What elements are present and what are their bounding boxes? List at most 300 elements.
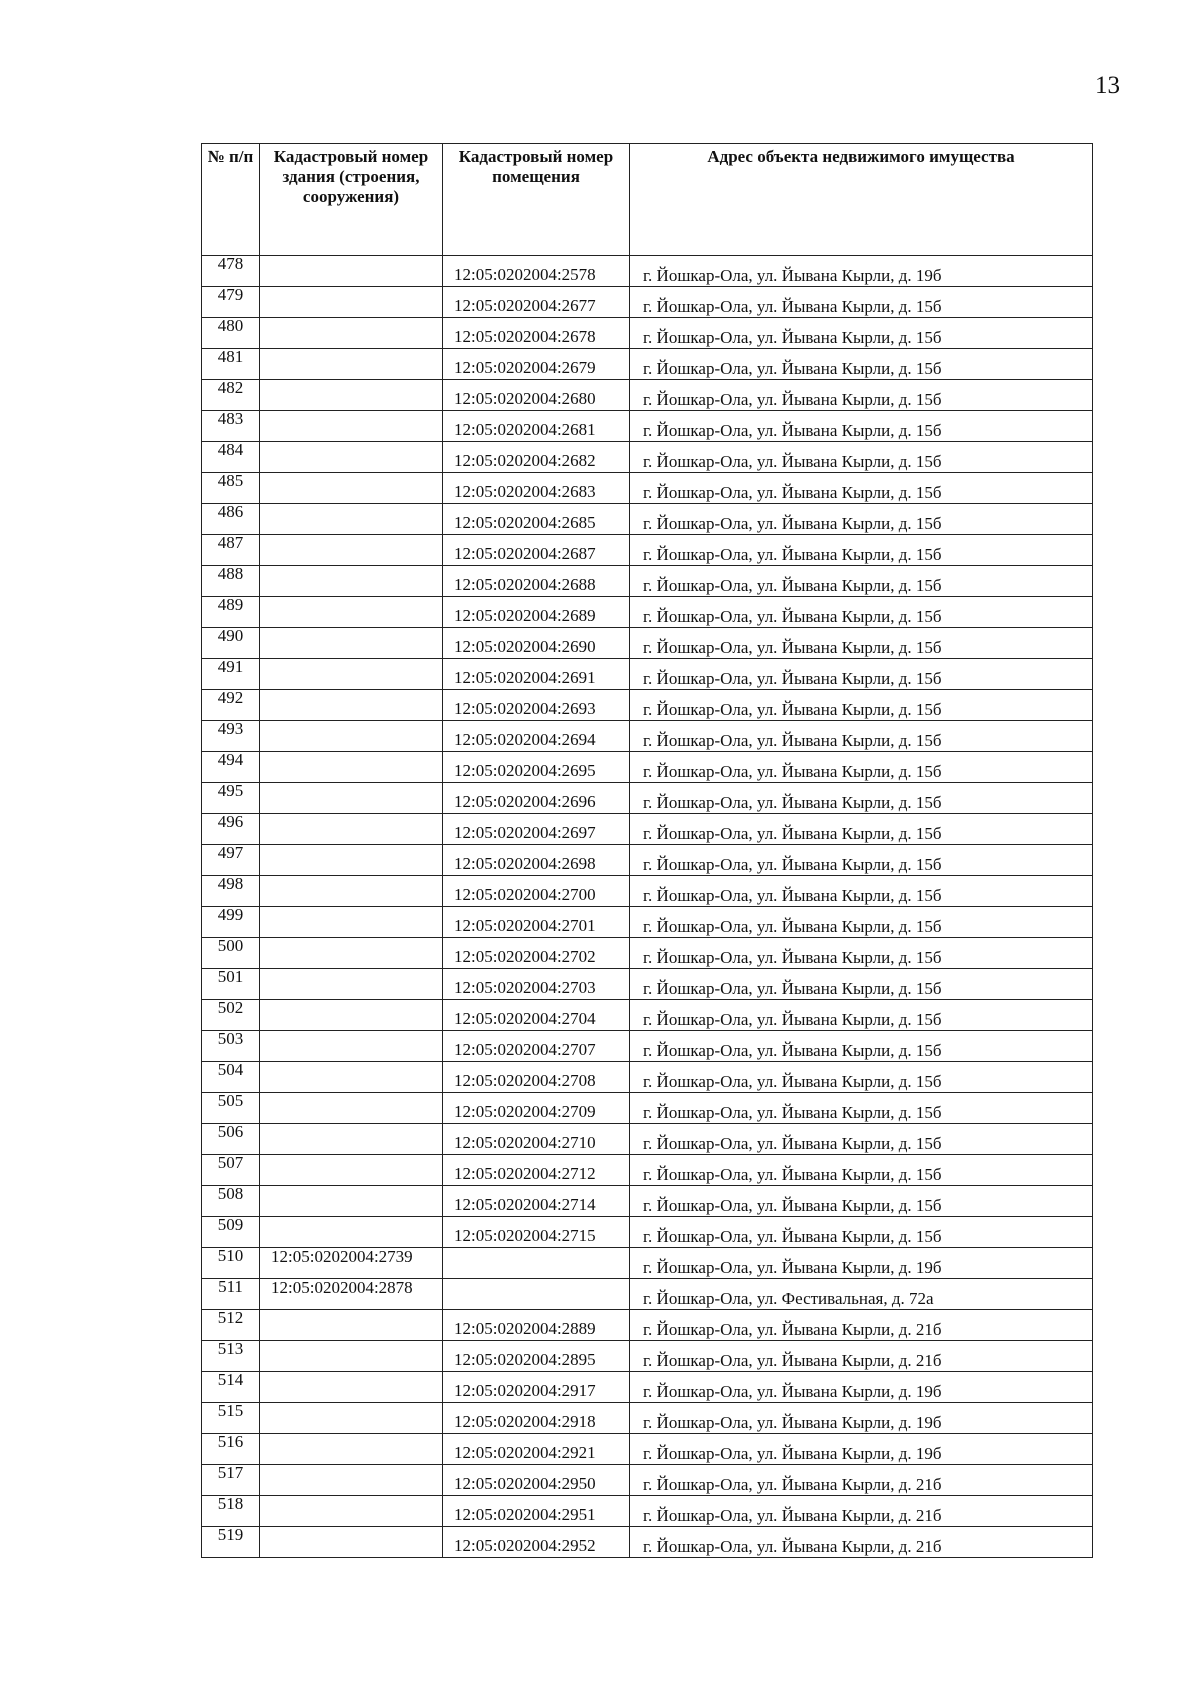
address-cell-text: г. Йошкар-Ола, ул. Йывана Кырли, д. 15б (643, 669, 942, 688)
table-row (202, 1310, 1093, 1341)
address-cell-text: г. Йошкар-Ола, ул. Йывана Кырли, д. 15б (643, 359, 942, 378)
address-cell-text: г. Йошкар-Ола, ул. Йывана Кырли, д. 15б (643, 824, 942, 843)
room-cadastral-cell-text: 12:05:0202004:2693 (454, 699, 596, 718)
row-number-cell (202, 721, 260, 752)
building-cadastral-cell (260, 318, 443, 349)
address-cell-text: г. Йошкар-Ола, ул. Йывана Кырли, д. 21б (643, 1351, 942, 1370)
address-cell-text: г. Йошкар-Ола, ул. Йывана Кырли, д. 15б (643, 948, 942, 967)
building-cadastral-cell (260, 566, 443, 597)
row-number-cell-text: 506 (217, 1122, 244, 1141)
table-row (202, 1186, 1093, 1217)
room-cadastral-cell-text: 12:05:0202004:2712 (454, 1164, 596, 1183)
room-cadastral-cell (443, 659, 630, 690)
row-number-cell (202, 659, 260, 690)
row-number-cell (202, 597, 260, 628)
table-row (202, 442, 1093, 473)
building-cadastral-cell (260, 1124, 443, 1155)
address-cell-text: г. Йошкар-Ола, ул. Йывана Кырли, д. 15б (643, 855, 942, 874)
row-number-cell-text: 519 (217, 1525, 244, 1544)
row-number-cell (202, 349, 260, 380)
address-cell-text: г. Йошкар-Ола, ул. Йывана Кырли, д. 15б (643, 452, 942, 471)
row-number-cell-text: 507 (217, 1153, 244, 1172)
table-row (202, 256, 1093, 287)
room-cadastral-cell (443, 473, 630, 504)
table-row (202, 287, 1093, 318)
address-cell-text: г. Йошкар-Ола, ул. Йывана Кырли, д. 21б (643, 1320, 942, 1339)
row-number-cell-text: 486 (217, 502, 244, 521)
table-row (202, 659, 1093, 690)
table-row (202, 752, 1093, 783)
address-cell (630, 504, 1093, 535)
building-cadastral-cell (260, 1155, 443, 1186)
room-cadastral-cell-text: 12:05:0202004:2921 (454, 1443, 596, 1462)
row-number-cell-text: 517 (217, 1463, 244, 1482)
row-number-cell-text: 500 (217, 936, 244, 955)
table-row (202, 1062, 1093, 1093)
header-property-address: Адрес объекта недвижимого имущества (630, 144, 1093, 256)
row-number-cell-text: 513 (217, 1339, 244, 1358)
room-cadastral-cell-text: 12:05:0202004:2681 (454, 420, 596, 439)
room-cadastral-cell-text: 12:05:0202004:2714 (454, 1195, 596, 1214)
room-cadastral-cell (443, 535, 630, 566)
row-number-cell-text: 503 (217, 1029, 244, 1048)
room-cadastral-cell (443, 845, 630, 876)
room-cadastral-cell-text: 12:05:0202004:2700 (454, 885, 596, 904)
address-cell-text: г. Йошкар-Ола, ул. Йывана Кырли, д. 21б (643, 1506, 942, 1525)
address-cell (630, 1372, 1093, 1403)
address-cell (630, 1217, 1093, 1248)
row-number-cell-text: 515 (217, 1401, 244, 1420)
row-number-cell-text: 504 (217, 1060, 244, 1079)
row-number-cell-text: 483 (217, 409, 244, 428)
row-number-cell (202, 628, 260, 659)
table-row (202, 1000, 1093, 1031)
building-cadastral-cell (260, 287, 443, 318)
room-cadastral-cell-text: 12:05:0202004:2696 (454, 792, 596, 811)
building-cadastral-cell (260, 814, 443, 845)
row-number-cell (202, 287, 260, 318)
table-row (202, 1341, 1093, 1372)
room-cadastral-cell-text: 12:05:0202004:2679 (454, 358, 596, 377)
room-cadastral-cell (443, 256, 630, 287)
room-cadastral-cell (443, 1186, 630, 1217)
address-cell-text: г. Йошкар-Ола, ул. Йывана Кырли, д. 15б (643, 297, 942, 316)
row-number-cell (202, 1527, 260, 1558)
address-cell (630, 907, 1093, 938)
row-number-cell-text: 493 (217, 719, 244, 738)
building-cadastral-cell (260, 473, 443, 504)
address-cell-text: г. Йошкар-Ола, ул. Йывана Кырли, д. 15б (643, 576, 942, 595)
room-cadastral-cell (443, 628, 630, 659)
room-cadastral-cell (443, 690, 630, 721)
header-building-cadastral-number: Кадастровый номер здания (строения, сооружения) (260, 144, 443, 256)
header-row-number: № п/п (202, 144, 260, 256)
row-number-cell-text: 496 (217, 812, 244, 831)
room-cadastral-cell (443, 1279, 630, 1310)
address-cell (630, 566, 1093, 597)
table-row (202, 411, 1093, 442)
row-number-cell (202, 1000, 260, 1031)
row-number-cell (202, 845, 260, 876)
address-cell (630, 783, 1093, 814)
room-cadastral-cell (443, 1496, 630, 1527)
row-number-cell-text: 487 (217, 533, 244, 552)
table-row (202, 628, 1093, 659)
address-cell-text: г. Йошкар-Ола, ул. Йывана Кырли, д. 19б (643, 1413, 942, 1432)
row-number-cell (202, 535, 260, 566)
building-cadastral-cell (260, 659, 443, 690)
table-row (202, 566, 1093, 597)
room-cadastral-cell (443, 1403, 630, 1434)
page-number: 13 (1095, 72, 1120, 99)
address-cell (630, 721, 1093, 752)
address-cell (630, 752, 1093, 783)
table-row (202, 907, 1093, 938)
building-cadastral-cell (260, 1186, 443, 1217)
room-cadastral-cell-text: 12:05:0202004:2682 (454, 451, 596, 470)
building-cadastral-cell (260, 876, 443, 907)
row-number-cell (202, 1093, 260, 1124)
address-cell-text: г. Йошкар-Ола, ул. Йывана Кырли, д. 15б (643, 328, 942, 347)
row-number-cell-text: 499 (217, 905, 244, 924)
row-number-cell-text: 494 (217, 750, 244, 769)
room-cadastral-cell-text: 12:05:0202004:2678 (454, 327, 596, 346)
room-cadastral-cell (443, 1248, 630, 1279)
room-cadastral-cell-text: 12:05:0202004:2690 (454, 637, 596, 656)
row-number-cell-text: 498 (217, 874, 244, 893)
room-cadastral-cell (443, 1155, 630, 1186)
address-cell-text: г. Йошкар-Ола, ул. Йывана Кырли, д. 15б (643, 1072, 942, 1091)
address-cell (630, 1031, 1093, 1062)
room-cadastral-cell (443, 411, 630, 442)
room-cadastral-cell-text: 12:05:0202004:2951 (454, 1505, 596, 1524)
table-row (202, 1279, 1093, 1310)
address-cell-text: г. Йошкар-Ола, ул. Йывана Кырли, д. 15б (643, 731, 942, 750)
room-cadastral-cell (443, 566, 630, 597)
address-cell (630, 628, 1093, 659)
row-number-cell (202, 566, 260, 597)
row-number-cell (202, 411, 260, 442)
room-cadastral-cell-text: 12:05:0202004:2952 (454, 1536, 596, 1555)
room-cadastral-cell (443, 1372, 630, 1403)
address-cell (630, 876, 1093, 907)
row-number-cell-text: 480 (217, 316, 244, 335)
table-row (202, 1155, 1093, 1186)
row-number-cell (202, 1310, 260, 1341)
room-cadastral-cell-text: 12:05:0202004:2709 (454, 1102, 596, 1121)
row-number-cell (202, 1496, 260, 1527)
address-cell-text: г. Йошкар-Ола, ул. Йывана Кырли, д. 21б (643, 1475, 942, 1494)
address-cell (630, 1186, 1093, 1217)
row-number-cell-text: 518 (217, 1494, 244, 1513)
room-cadastral-cell-text: 12:05:0202004:2917 (454, 1381, 596, 1400)
row-number-cell-text: 481 (217, 347, 244, 366)
address-cell-text: г. Йошкар-Ола, ул. Йывана Кырли, д. 15б (643, 1010, 942, 1029)
building-cadastral-cell (260, 597, 443, 628)
table-row (202, 845, 1093, 876)
room-cadastral-cell (443, 721, 630, 752)
table-row (202, 1031, 1093, 1062)
room-cadastral-cell (443, 783, 630, 814)
room-cadastral-cell-text: 12:05:0202004:2895 (454, 1350, 596, 1369)
row-number-cell-text: 497 (217, 843, 244, 862)
room-cadastral-cell-text: 12:05:0202004:2578 (454, 265, 596, 284)
address-cell-text: г. Йошкар-Ола, ул. Йывана Кырли, д. 15б (643, 1165, 942, 1184)
row-number-cell-text: 509 (217, 1215, 244, 1234)
address-cell-text: г. Йошкар-Ола, ул. Йывана Кырли, д. 15б (643, 1041, 942, 1060)
row-number-cell (202, 1341, 260, 1372)
row-number-cell-text: 516 (217, 1432, 244, 1451)
room-cadastral-cell-text: 12:05:0202004:2695 (454, 761, 596, 780)
address-cell (630, 473, 1093, 504)
row-number-cell-text: 512 (217, 1308, 244, 1327)
room-cadastral-cell-text: 12:05:0202004:2685 (454, 513, 596, 532)
address-cell-text: г. Йошкар-Ола, ул. Йывана Кырли, д. 15б (643, 700, 942, 719)
building-cadastral-cell (260, 1465, 443, 1496)
row-number-cell (202, 1062, 260, 1093)
row-number-cell (202, 876, 260, 907)
row-number-cell-text: 482 (217, 378, 244, 397)
room-cadastral-cell (443, 814, 630, 845)
building-cadastral-cell (260, 628, 443, 659)
row-number-cell (202, 1124, 260, 1155)
row-number-cell (202, 1279, 260, 1310)
address-cell (630, 256, 1093, 287)
room-cadastral-cell (443, 1124, 630, 1155)
address-cell (630, 1465, 1093, 1496)
room-cadastral-cell (443, 1465, 630, 1496)
room-cadastral-cell-text: 12:05:0202004:2683 (454, 482, 596, 501)
building-cadastral-cell (260, 1217, 443, 1248)
row-number-cell (202, 318, 260, 349)
address-cell (630, 1527, 1093, 1558)
address-cell-text: г. Йошкар-Ола, ул. Йывана Кырли, д. 15б (643, 762, 942, 781)
table-row (202, 504, 1093, 535)
table-body (202, 256, 1093, 1558)
address-cell-text: г. Йошкар-Ола, ул. Йывана Кырли, д. 15б (643, 1103, 942, 1122)
table-row (202, 1248, 1093, 1279)
room-cadastral-cell (443, 1310, 630, 1341)
building-cadastral-cell (260, 1248, 443, 1279)
room-cadastral-cell (443, 752, 630, 783)
building-cadastral-cell (260, 721, 443, 752)
address-cell (630, 845, 1093, 876)
table-row (202, 597, 1093, 628)
room-cadastral-cell-text: 12:05:0202004:2889 (454, 1319, 596, 1338)
row-number-cell-text: 485 (217, 471, 244, 490)
address-cell (630, 1279, 1093, 1310)
row-number-cell-text: 492 (217, 688, 244, 707)
address-cell-text: г. Йошкар-Ола, ул. Йывана Кырли, д. 15б (643, 638, 942, 657)
room-cadastral-cell (443, 1434, 630, 1465)
room-cadastral-cell-text: 12:05:0202004:2704 (454, 1009, 596, 1028)
address-cell (630, 411, 1093, 442)
row-number-cell (202, 938, 260, 969)
room-cadastral-cell (443, 1217, 630, 1248)
row-number-cell-text: 478 (217, 254, 244, 273)
row-number-cell-text: 490 (217, 626, 244, 645)
table-row (202, 783, 1093, 814)
room-cadastral-cell (443, 504, 630, 535)
address-cell (630, 1124, 1093, 1155)
address-cell (630, 814, 1093, 845)
room-cadastral-cell (443, 349, 630, 380)
row-number-cell (202, 442, 260, 473)
building-cadastral-cell (260, 349, 443, 380)
row-number-cell-text: 514 (217, 1370, 244, 1389)
building-cadastral-cell (260, 969, 443, 1000)
address-cell-text: г. Йошкар-Ола, ул. Йывана Кырли, д. 19б (643, 1444, 942, 1463)
row-number-cell-text: 511 (218, 1277, 243, 1296)
room-cadastral-cell (443, 1000, 630, 1031)
building-cadastral-cell (260, 1372, 443, 1403)
building-cadastral-cell-text: 12:05:0202004:2739 (271, 1247, 413, 1266)
address-cell-text: г. Йошкар-Ола, ул. Йывана Кырли, д. 15б (643, 421, 942, 440)
row-number-cell (202, 1186, 260, 1217)
row-number-cell-text: 505 (217, 1091, 244, 1110)
building-cadastral-cell (260, 411, 443, 442)
table-row (202, 690, 1093, 721)
room-cadastral-cell-text: 12:05:0202004:2703 (454, 978, 596, 997)
address-cell-text: г. Йошкар-Ола, ул. Йывана Кырли, д. 15б (643, 886, 942, 905)
row-number-cell (202, 1434, 260, 1465)
table-row (202, 876, 1093, 907)
table-header-row (202, 144, 1093, 256)
address-cell-text: г. Йошкар-Ола, ул. Йывана Кырли, д. 15б (643, 483, 942, 502)
address-cell (630, 1403, 1093, 1434)
address-cell-text: г. Йошкар-Ола, ул. Йывана Кырли, д. 15б (643, 607, 942, 626)
address-cell (630, 1310, 1093, 1341)
room-cadastral-cell (443, 1031, 630, 1062)
row-number-cell-text: 491 (217, 657, 244, 676)
row-number-cell (202, 1403, 260, 1434)
building-cadastral-cell (260, 1310, 443, 1341)
address-cell (630, 442, 1093, 473)
row-number-cell-text: 508 (217, 1184, 244, 1203)
row-number-cell (202, 1248, 260, 1279)
address-cell (630, 349, 1093, 380)
address-cell-text: г. Йошкар-Ола, ул. Йывана Кырли, д. 19б (643, 266, 942, 285)
row-number-cell-text: 495 (217, 781, 244, 800)
room-cadastral-cell (443, 1093, 630, 1124)
room-cadastral-cell-text: 12:05:0202004:2698 (454, 854, 596, 873)
building-cadastral-cell (260, 907, 443, 938)
room-cadastral-cell (443, 380, 630, 411)
row-number-cell (202, 256, 260, 287)
table-row (202, 814, 1093, 845)
address-cell (630, 1248, 1093, 1279)
row-number-cell (202, 1155, 260, 1186)
room-cadastral-cell (443, 907, 630, 938)
building-cadastral-cell (260, 938, 443, 969)
room-cadastral-cell (443, 1062, 630, 1093)
table-row (202, 938, 1093, 969)
room-cadastral-cell-text: 12:05:0202004:2691 (454, 668, 596, 687)
building-cadastral-cell (260, 1000, 443, 1031)
building-cadastral-cell (260, 256, 443, 287)
building-cadastral-cell (260, 1527, 443, 1558)
building-cadastral-cell (260, 535, 443, 566)
room-cadastral-cell (443, 597, 630, 628)
room-cadastral-cell-text: 12:05:0202004:2688 (454, 575, 596, 594)
room-cadastral-cell-text: 12:05:0202004:2680 (454, 389, 596, 408)
room-cadastral-cell-text: 12:05:0202004:2950 (454, 1474, 596, 1493)
address-cell (630, 1496, 1093, 1527)
room-cadastral-cell (443, 938, 630, 969)
address-cell (630, 938, 1093, 969)
building-cadastral-cell-text: 12:05:0202004:2878 (271, 1278, 413, 1297)
row-number-cell-text: 510 (217, 1246, 244, 1265)
address-cell-text: г. Йошкар-Ола, ул. Йывана Кырли, д. 15б (643, 1196, 942, 1215)
building-cadastral-cell (260, 1403, 443, 1434)
property-registry-table (201, 143, 1093, 1558)
room-cadastral-cell (443, 1341, 630, 1372)
row-number-cell (202, 969, 260, 1000)
building-cadastral-cell (260, 1434, 443, 1465)
table-row (202, 1372, 1093, 1403)
table-row (202, 1093, 1093, 1124)
room-cadastral-cell-text: 12:05:0202004:2702 (454, 947, 596, 966)
room-cadastral-cell (443, 969, 630, 1000)
row-number-cell-text: 501 (217, 967, 244, 986)
address-cell-text: г. Йошкар-Ола, ул. Йывана Кырли, д. 15б (643, 514, 942, 533)
address-cell (630, 1155, 1093, 1186)
room-cadastral-cell (443, 442, 630, 473)
row-number-cell (202, 1465, 260, 1496)
address-cell (630, 318, 1093, 349)
row-number-cell (202, 907, 260, 938)
row-number-cell (202, 814, 260, 845)
room-cadastral-cell-text: 12:05:0202004:2677 (454, 296, 596, 315)
row-number-cell-text: 479 (217, 285, 244, 304)
table-row (202, 1124, 1093, 1155)
building-cadastral-cell (260, 1062, 443, 1093)
row-number-cell (202, 783, 260, 814)
table-row (202, 473, 1093, 504)
room-cadastral-cell (443, 318, 630, 349)
building-cadastral-cell (260, 1093, 443, 1124)
building-cadastral-cell (260, 845, 443, 876)
building-cadastral-cell (260, 752, 443, 783)
row-number-cell (202, 752, 260, 783)
address-cell (630, 690, 1093, 721)
table-row (202, 1465, 1093, 1496)
row-number-cell (202, 473, 260, 504)
address-cell (630, 969, 1093, 1000)
address-cell-text: г. Йошкар-Ола, ул. Йывана Кырли, д. 15б (643, 979, 942, 998)
table-row (202, 1217, 1093, 1248)
building-cadastral-cell (260, 504, 443, 535)
building-cadastral-cell (260, 380, 443, 411)
address-cell (630, 1000, 1093, 1031)
address-cell (630, 1062, 1093, 1093)
building-cadastral-cell (260, 1031, 443, 1062)
address-cell (630, 287, 1093, 318)
table-row (202, 1434, 1093, 1465)
address-cell (630, 1093, 1093, 1124)
address-cell-text: г. Йошкар-Ола, ул. Йывана Кырли, д. 15б (643, 1227, 942, 1246)
table-row (202, 1527, 1093, 1558)
address-cell (630, 535, 1093, 566)
address-cell (630, 1434, 1093, 1465)
table-row (202, 721, 1093, 752)
address-cell-text: г. Йошкар-Ола, ул. Йывана Кырли, д. 15б (643, 1134, 942, 1153)
row-number-cell-text: 502 (217, 998, 244, 1017)
room-cadastral-cell-text: 12:05:0202004:2710 (454, 1133, 596, 1152)
room-cadastral-cell-text: 12:05:0202004:2708 (454, 1071, 596, 1090)
address-cell-text: г. Йошкар-Ола, ул. Йывана Кырли, д. 15б (643, 917, 942, 936)
room-cadastral-cell (443, 1527, 630, 1558)
